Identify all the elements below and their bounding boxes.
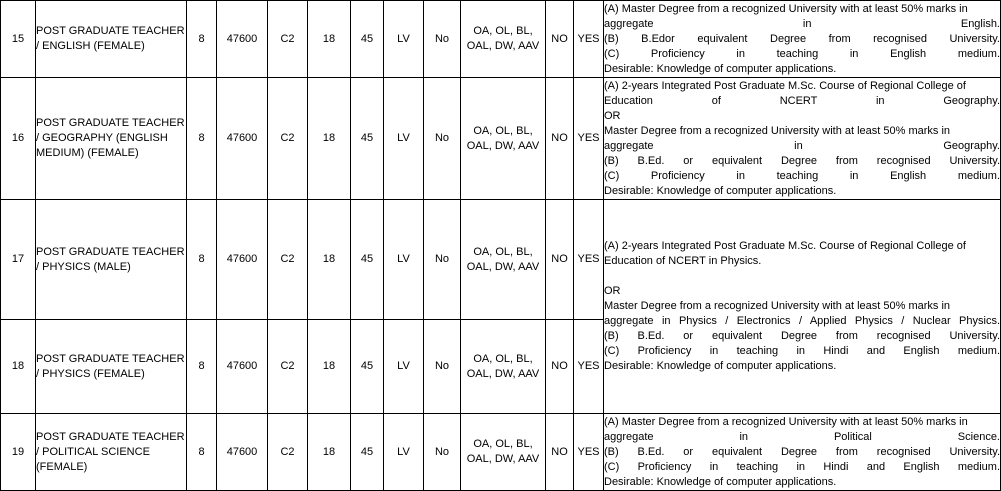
vacancy-type: LV xyxy=(384,78,424,200)
post-name: POST GRADUATE TEACHER / POLITICAL SCIENCE (FEMALE) xyxy=(36,414,187,491)
serial-number: 17 xyxy=(1,200,36,320)
vacancy-type: LV xyxy=(384,1,424,78)
vacancy-type: LV xyxy=(384,414,424,491)
table-row xyxy=(1,1,1001,78)
serial-number: 19 xyxy=(1,414,36,491)
pay-level: 47600 xyxy=(217,78,268,200)
pay-level: 47600 xyxy=(217,320,268,414)
eligibility-flag: YES xyxy=(574,78,604,200)
eligibility-flag: YES xyxy=(574,1,604,78)
age-min: 18 xyxy=(308,78,351,200)
age-max: 45 xyxy=(351,320,384,414)
age-max: 45 xyxy=(351,200,384,320)
qualification-text: (A) Master Degree from a recognized University with at least 50% marks in aggregate in English. (B) B.Edor equivalent Degree from recognised University. (C) Proficiency in teaching in English medium. Desirable: Knowledge of computer applications. xyxy=(604,1,1001,78)
eligibility-flag: YES xyxy=(574,320,604,414)
number-of-posts: 8 xyxy=(187,1,217,78)
relaxation: No xyxy=(424,200,461,320)
group-code: C2 xyxy=(268,78,308,200)
serial-number: 16 xyxy=(1,78,36,200)
ph-exempt: NO xyxy=(546,414,574,491)
post-name: POST GRADUATE TEACHER / PHYSICS (FEMALE) xyxy=(36,320,187,414)
qualification-text: (A) 2-years Integrated Post Graduate M.Sc. Course of Regional College of Education of NCERT in Physics. OR Master Degree from a recognized University with at least 50% marks in aggregate in Physics / Electronics / Applied Physics / Nuclear Physics. (B) B.Ed. or equivalent Degree from recognised University. (C) Proficiency in teaching in Hindi and English medium. Desirable: Knowledge of computer applications. xyxy=(604,200,1001,414)
serial-number: 18 xyxy=(1,320,36,414)
number-of-posts: 8 xyxy=(187,78,217,200)
group-code: C2 xyxy=(268,414,308,491)
serial-number: 15 xyxy=(1,1,36,78)
age-min: 18 xyxy=(308,320,351,414)
number-of-posts: 8 xyxy=(187,200,217,320)
group-code: C2 xyxy=(268,200,308,320)
table-row xyxy=(1,78,1001,200)
pay-level: 47600 xyxy=(217,200,268,320)
suitable-categories: OA, OL, BL, OAL, DW, AAV xyxy=(461,414,546,491)
group-code: C2 xyxy=(268,1,308,78)
age-max: 45 xyxy=(351,414,384,491)
ph-exempt: NO xyxy=(546,200,574,320)
pay-level: 47600 xyxy=(217,1,268,78)
vacancy-type: LV xyxy=(384,200,424,320)
group-code: C2 xyxy=(268,320,308,414)
relaxation: No xyxy=(424,320,461,414)
post-name: POST GRADUATE TEACHER / GEOGRAPHY (ENGLISH MEDIUM) (FEMALE) xyxy=(36,78,187,200)
age-min: 18 xyxy=(308,414,351,491)
eligibility-flag: YES xyxy=(574,414,604,491)
relaxation: No xyxy=(424,1,461,78)
number-of-posts: 8 xyxy=(187,320,217,414)
suitable-categories: OA, OL, BL, OAL, DW, AAV xyxy=(461,1,546,78)
table-row xyxy=(1,200,1001,320)
qualification-text: (A) Master Degree from a recognized University with at least 50% marks in aggregate in Political Science. (B) B.Ed. or equivalent Degree from recognised University. (C) Proficiency in teaching in Hindi and English medium. Desirable: Knowledge of computer applications. xyxy=(604,414,1001,491)
number-of-posts: 8 xyxy=(187,414,217,491)
qualification-text: (A) 2-years Integrated Post Graduate M.Sc. Course of Regional College of Education of NCERT in Geography. OR Master Degree from a recognized University with at least 50% marks in aggregate in Geography. (B) B.Ed. or equivalent Degree from recognised University. (C) Proficiency in teaching in English medium. Desirable: Knowledge of computer applications. xyxy=(604,78,1001,200)
ph-exempt: NO xyxy=(546,320,574,414)
suitable-categories: OA, OL, BL, OAL, DW, AAV xyxy=(461,200,546,320)
age-max: 45 xyxy=(351,78,384,200)
table-row xyxy=(1,414,1001,491)
age-min: 18 xyxy=(308,1,351,78)
eligibility-flag: YES xyxy=(574,200,604,320)
relaxation: No xyxy=(424,78,461,200)
vacancy-type: LV xyxy=(384,320,424,414)
ph-exempt: NO xyxy=(546,1,574,78)
suitable-categories: OA, OL, BL, OAL, DW, AAV xyxy=(461,320,546,414)
ph-exempt: NO xyxy=(546,78,574,200)
suitable-categories: OA, OL, BL, OAL, DW, AAV xyxy=(461,78,546,200)
age-min: 18 xyxy=(308,200,351,320)
post-name: POST GRADUATE TEACHER / ENGLISH (FEMALE) xyxy=(36,1,187,78)
age-max: 45 xyxy=(351,1,384,78)
relaxation: No xyxy=(424,414,461,491)
post-name: POST GRADUATE TEACHER / PHYSICS (MALE) xyxy=(36,200,187,320)
pay-level: 47600 xyxy=(217,414,268,491)
